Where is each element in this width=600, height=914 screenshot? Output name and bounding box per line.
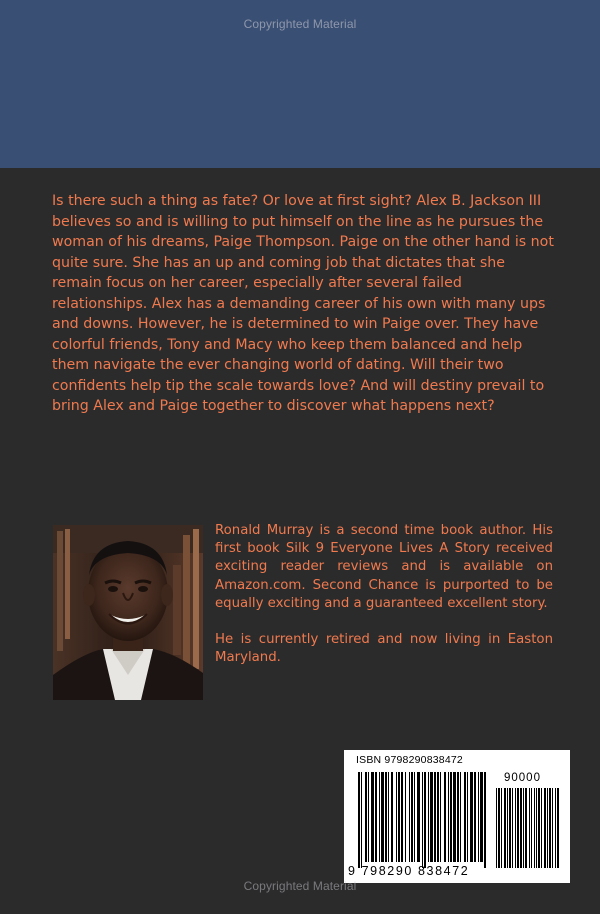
isbn-label: ISBN 9798290838472 — [356, 754, 463, 766]
watermark-top: Copyrighted Material — [243, 17, 357, 31]
book-blurb: Is there such a thing as fate? Or love at first sight? Alex B. Jackson III believes so and is willing to put himself on the line as he pursues the woman of his dreams, Paige Thompson. Paige on the other hand is not quite sure. She has an up and coming job that dictates that she remain focus on her career, especially after several failed relationships. Alex has a demanding career of his own with many ups and downs. However, he is determined to win Paige over. They have colorful friends, Tony and Macy who keep them balanced and help them navigate the ever changing world of dating. Will their two confidents help tip the scale towards love? And will destiny prevail to bring Alex and Paige together to discover what happens next? — [52, 193, 554, 414]
watermark-bottom: Copyrighted Material — [243, 879, 357, 893]
author-photo — [53, 525, 203, 700]
price-code-digits: 90000 — [504, 772, 541, 784]
ean-digits: 9 798290 838472 — [348, 864, 470, 878]
author-bio-paragraph: He is currently retired and now living in Easton Maryland. — [215, 632, 553, 666]
isbn-barcode — [344, 750, 570, 883]
author-portrait-image — [53, 525, 203, 700]
author-bio-paragraph: Ronald Murray is a second time book author. His first book Silk 9 Everyone Lives A Story received exciting reader reviews and is available on Amazon.com. Second Chance is purported to be equally exciting and a guaranteed excellent story. — [215, 523, 553, 611]
author-bio — [215, 522, 553, 685]
